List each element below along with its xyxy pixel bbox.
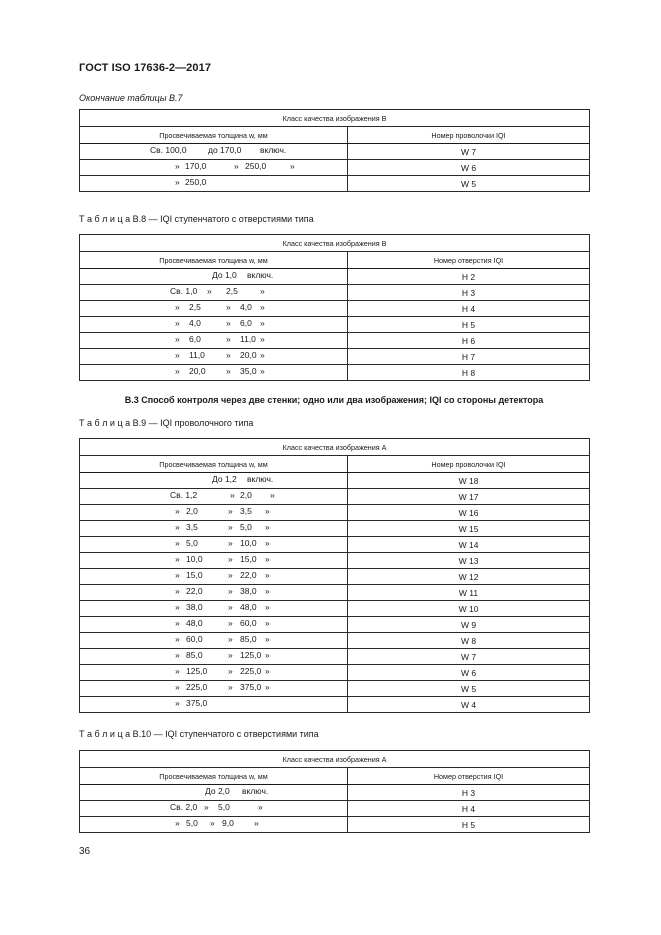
- thickness-range-part: »: [260, 334, 265, 344]
- thickness-range-part: »: [175, 698, 180, 708]
- thickness-range-part: »: [265, 650, 270, 660]
- thickness-range-part: Св. 1,2: [170, 490, 198, 500]
- iqi-number-cell: W 15: [348, 521, 590, 537]
- iqi-number-cell: W 17: [348, 489, 590, 505]
- thickness-range-part: »: [265, 506, 270, 516]
- iqi-number-cell: H 3: [348, 785, 590, 801]
- thickness-range-part: 38,0: [240, 586, 257, 596]
- iqi-number-cell: H 4: [348, 301, 590, 317]
- table-b8: [79, 234, 590, 381]
- thickness-range-cell: [80, 633, 348, 649]
- thickness-range-part: 2,5: [189, 302, 201, 312]
- thickness-range-part: »: [265, 634, 270, 644]
- thickness-range-part: 6,0: [189, 334, 201, 344]
- thickness-range-cell: [80, 785, 348, 801]
- thickness-range-part: »: [226, 334, 231, 344]
- thickness-range-part: 10,0: [186, 554, 203, 564]
- iqi-number-cell: W 12: [348, 569, 590, 585]
- iqi-number-cell: H 8: [348, 365, 590, 381]
- iqi-number-cell: W 5: [348, 681, 590, 697]
- thickness-range-part: 85,0: [186, 650, 203, 660]
- thickness-range-part: 225,0: [240, 666, 262, 676]
- thickness-range-part: »: [226, 302, 231, 312]
- iqi-number-cell: W 18: [348, 473, 590, 489]
- thickness-range-part: »: [175, 318, 180, 328]
- thickness-range-part: »: [265, 522, 270, 532]
- thickness-range-part: »: [210, 818, 215, 828]
- thickness-range-part: 5,0: [240, 522, 252, 532]
- thickness-range-part: »: [226, 366, 231, 376]
- thickness-range-part: 4,0: [189, 318, 201, 328]
- thickness-range-part: »: [270, 490, 275, 500]
- number-column-header: Номер отверстия IQI: [348, 252, 590, 269]
- thickness-range-part: 375,0: [186, 698, 208, 708]
- class-header: Класс качества изображения В: [80, 235, 590, 252]
- thickness-range-part: »: [228, 506, 233, 516]
- thickness-range-part: »: [228, 666, 233, 676]
- thickness-range-part: »: [265, 618, 270, 628]
- iqi-number-cell: W 6: [348, 160, 590, 176]
- iqi-number-cell: H 6: [348, 333, 590, 349]
- thickness-range-part: »: [260, 302, 265, 312]
- table-continuation-caption: Окончание таблицы В.7: [79, 93, 183, 103]
- thickness-range-part: до 170,0: [208, 145, 242, 155]
- thickness-range-part: 5,0: [186, 818, 198, 828]
- thickness-range-part: 48,0: [240, 602, 257, 612]
- thickness-range-cell: [80, 665, 348, 681]
- thickness-range-part: 2,0: [186, 506, 198, 516]
- table-row: [80, 176, 590, 192]
- iqi-number-cell: H 7: [348, 349, 590, 365]
- table-row: [80, 617, 590, 633]
- thickness-range-cell: [80, 817, 348, 833]
- thickness-column-header: Просвечиваемая толщина w, мм: [80, 127, 348, 144]
- table-row: [80, 333, 590, 349]
- thickness-range-part: 38,0: [186, 602, 203, 612]
- thickness-range-cell: [80, 285, 348, 301]
- thickness-range-cell: [80, 160, 348, 176]
- iqi-number-cell: H 4: [348, 801, 590, 817]
- thickness-range-cell: [80, 505, 348, 521]
- iqi-number-cell: W 7: [348, 144, 590, 160]
- table-b10: [79, 750, 590, 833]
- table-b7: [79, 109, 590, 192]
- thickness-column-header: Просвечиваемая толщина w, мм: [80, 768, 348, 785]
- thickness-range-part: 11,0: [189, 350, 205, 360]
- thickness-range-cell: [80, 649, 348, 665]
- thickness-range-part: »: [228, 586, 233, 596]
- thickness-range-part: Св. 2,0: [170, 802, 198, 812]
- thickness-range-part: »: [265, 586, 270, 596]
- thickness-range-part: »: [175, 666, 180, 676]
- thickness-range-part: 125,0: [240, 650, 262, 660]
- thickness-range-part: 170,0: [185, 161, 207, 171]
- iqi-number-cell: W 11: [348, 585, 590, 601]
- thickness-range-part: »: [175, 650, 180, 660]
- thickness-range-part: »: [175, 554, 180, 564]
- table-row: [80, 349, 590, 365]
- thickness-range-part: 375,0: [240, 682, 262, 692]
- thickness-range-part: »: [230, 490, 235, 500]
- iqi-number-cell: W 7: [348, 649, 590, 665]
- number-column-header: Номер проволочки IQI: [348, 456, 590, 473]
- thickness-range-cell: [80, 144, 348, 160]
- thickness-range-part: »: [175, 682, 180, 692]
- thickness-range-cell: [80, 317, 348, 333]
- thickness-range-part: »: [265, 602, 270, 612]
- thickness-range-cell: [80, 301, 348, 317]
- thickness-range-part: До 1,0: [212, 270, 237, 280]
- thickness-range-part: »: [175, 177, 180, 187]
- thickness-range-part: 9,0: [222, 818, 234, 828]
- thickness-range-part: »: [175, 538, 180, 548]
- page-number: 36: [79, 846, 91, 857]
- thickness-range-part: »: [258, 802, 263, 812]
- thickness-range-part: »: [175, 602, 180, 612]
- thickness-range-part: »: [260, 318, 265, 328]
- thickness-range-cell: [80, 569, 348, 585]
- iqi-number-cell: H 5: [348, 317, 590, 333]
- thickness-range-part: 5,0: [186, 538, 198, 548]
- thickness-range-part: »: [175, 302, 180, 312]
- thickness-range-part: »: [260, 350, 265, 360]
- thickness-range-part: 20,0: [189, 366, 206, 376]
- table-row: [80, 365, 590, 381]
- thickness-range-part: »: [226, 318, 231, 328]
- thickness-range-part: »: [226, 350, 231, 360]
- thickness-range-part: »: [175, 570, 180, 580]
- thickness-range-part: »: [234, 161, 239, 171]
- table-row: [80, 505, 590, 521]
- thickness-range-part: До 1,2: [212, 474, 237, 484]
- iqi-number-cell: W 5: [348, 176, 590, 192]
- table-b8-caption: Т а б л и ц а В.8 — IQI ступенчатого с отверстиями типа: [79, 214, 314, 224]
- thickness-range-part: До 2,0: [205, 786, 230, 796]
- thickness-range-part: »: [290, 161, 295, 171]
- thickness-range-part: 6,0: [240, 318, 252, 328]
- table-row: [80, 537, 590, 553]
- table-row: [80, 681, 590, 697]
- thickness-range-part: 85,0: [240, 634, 257, 644]
- thickness-range-part: 125,0: [186, 666, 208, 676]
- thickness-range-part: »: [265, 666, 270, 676]
- thickness-range-part: »: [260, 366, 265, 376]
- thickness-range-part: 15,0: [240, 554, 257, 564]
- table-row: [80, 569, 590, 585]
- iqi-number-cell: W 6: [348, 665, 590, 681]
- thickness-range-cell: [80, 521, 348, 537]
- iqi-number-cell: W 16: [348, 505, 590, 521]
- table-row: [80, 585, 590, 601]
- thickness-range-cell: [80, 269, 348, 285]
- thickness-range-cell: [80, 681, 348, 697]
- thickness-range-part: 20,0: [240, 350, 257, 360]
- thickness-range-part: »: [265, 570, 270, 580]
- thickness-range-part: »: [228, 522, 233, 532]
- table-row: [80, 317, 590, 333]
- thickness-range-part: включ.: [247, 270, 274, 280]
- thickness-range-part: »: [207, 286, 212, 296]
- table-row: [80, 817, 590, 833]
- class-header: Класс качества изображения В: [80, 110, 590, 127]
- table-row: [80, 521, 590, 537]
- iqi-number-cell: W 9: [348, 617, 590, 633]
- thickness-range-part: »: [175, 818, 180, 828]
- iqi-number-cell: H 3: [348, 285, 590, 301]
- thickness-range-part: 250,0: [245, 161, 267, 171]
- thickness-range-part: »: [228, 570, 233, 580]
- thickness-range-part: 250,0: [185, 177, 207, 187]
- thickness-range-part: »: [228, 634, 233, 644]
- thickness-range-cell: [80, 601, 348, 617]
- table-row: [80, 144, 590, 160]
- iqi-number-cell: H 5: [348, 817, 590, 833]
- thickness-range-cell: [80, 553, 348, 569]
- thickness-range-part: »: [204, 802, 209, 812]
- thickness-range-cell: [80, 697, 348, 713]
- thickness-range-part: »: [175, 506, 180, 516]
- table-row: [80, 601, 590, 617]
- thickness-range-part: 48,0: [186, 618, 203, 628]
- thickness-range-part: »: [265, 682, 270, 692]
- table-row: [80, 697, 590, 713]
- thickness-range-part: 22,0: [186, 586, 203, 596]
- thickness-range-part: »: [254, 818, 259, 828]
- thickness-range-part: 15,0: [186, 570, 203, 580]
- table-row: [80, 301, 590, 317]
- thickness-range-part: »: [175, 350, 180, 360]
- iqi-number-cell: H 2: [348, 269, 590, 285]
- thickness-range-part: »: [228, 538, 233, 548]
- thickness-range-part: 10,0: [240, 538, 257, 548]
- thickness-range-part: »: [175, 366, 180, 376]
- thickness-range-cell: [80, 333, 348, 349]
- table-row: [80, 649, 590, 665]
- iqi-number-cell: W 4: [348, 697, 590, 713]
- table-row: [80, 665, 590, 681]
- thickness-range-part: »: [228, 554, 233, 564]
- table-row: [80, 160, 590, 176]
- thickness-range-part: включ.: [260, 145, 287, 155]
- thickness-range-part: 3,5: [240, 506, 252, 516]
- table-row: [80, 473, 590, 489]
- thickness-range-part: »: [228, 650, 233, 660]
- thickness-range-part: 60,0: [186, 634, 203, 644]
- thickness-range-part: »: [260, 286, 265, 296]
- thickness-range-part: 5,0: [218, 802, 230, 812]
- thickness-range-part: 35,0: [240, 366, 257, 376]
- number-column-header: Номер отверстия IQI: [348, 768, 590, 785]
- thickness-range-part: включ.: [247, 474, 274, 484]
- iqi-number-cell: W 8: [348, 633, 590, 649]
- thickness-range-part: 11,0: [240, 334, 256, 344]
- thickness-range-part: »: [175, 334, 180, 344]
- thickness-range-part: »: [265, 554, 270, 564]
- table-b9: [79, 438, 590, 713]
- thickness-range-cell: [80, 585, 348, 601]
- thickness-range-part: Св. 100,0: [150, 145, 187, 155]
- thickness-range-part: 2,5: [226, 286, 238, 296]
- iqi-number-cell: W 10: [348, 601, 590, 617]
- table-b10-caption: Т а б л и ц а В.10 — IQI ступенчатого с отверстиями типа: [79, 729, 319, 739]
- thickness-range-part: 225,0: [186, 682, 208, 692]
- thickness-range-part: »: [228, 682, 233, 692]
- thickness-range-part: включ.: [242, 786, 269, 796]
- table-row: [80, 285, 590, 301]
- table-row: [80, 633, 590, 649]
- thickness-range-part: 22,0: [240, 570, 257, 580]
- thickness-column-header: Просвечиваемая толщина w, мм: [80, 456, 348, 473]
- thickness-range-cell: [80, 617, 348, 633]
- thickness-range-cell: [80, 365, 348, 381]
- thickness-range-part: 2,0: [240, 490, 252, 500]
- number-column-header: Номер проволочки IQI: [348, 127, 590, 144]
- table-row: [80, 801, 590, 817]
- document-title: ГОСТ ISO 17636-2—2017: [79, 62, 212, 74]
- thickness-range-cell: [80, 801, 348, 817]
- thickness-range-cell: [80, 537, 348, 553]
- thickness-range-part: 4,0: [240, 302, 252, 312]
- thickness-range-cell: [80, 176, 348, 192]
- thickness-range-part: »: [175, 522, 180, 532]
- table-b9-caption: Т а б л и ц а В.9 — IQI проволочного типа: [79, 418, 254, 428]
- table-row: [80, 269, 590, 285]
- table-row: [80, 785, 590, 801]
- section-b3-heading: В.3 Способ контроля через две стенки; одно или два изображения; IQI со стороны детектора: [124, 395, 544, 405]
- class-header: Класс качества изображения А: [80, 439, 590, 456]
- class-header: Класс качества изображения А: [80, 751, 590, 768]
- iqi-number-cell: W 13: [348, 553, 590, 569]
- thickness-range-part: »: [175, 634, 180, 644]
- thickness-range-part: 3,5: [186, 522, 198, 532]
- thickness-range-cell: [80, 349, 348, 365]
- thickness-range-part: »: [175, 618, 180, 628]
- table-row: [80, 553, 590, 569]
- thickness-column-header: Просвечиваемая толщина w, мм: [80, 252, 348, 269]
- thickness-range-cell: [80, 489, 348, 505]
- thickness-range-part: »: [175, 161, 180, 171]
- thickness-range-part: »: [265, 538, 270, 548]
- thickness-range-part: 60,0: [240, 618, 257, 628]
- thickness-range-part: »: [175, 586, 180, 596]
- iqi-number-cell: W 14: [348, 537, 590, 553]
- thickness-range-part: Св. 1,0: [170, 286, 198, 296]
- thickness-range-part: »: [228, 618, 233, 628]
- table-row: [80, 489, 590, 505]
- thickness-range-cell: [80, 473, 348, 489]
- thickness-range-part: »: [228, 602, 233, 612]
